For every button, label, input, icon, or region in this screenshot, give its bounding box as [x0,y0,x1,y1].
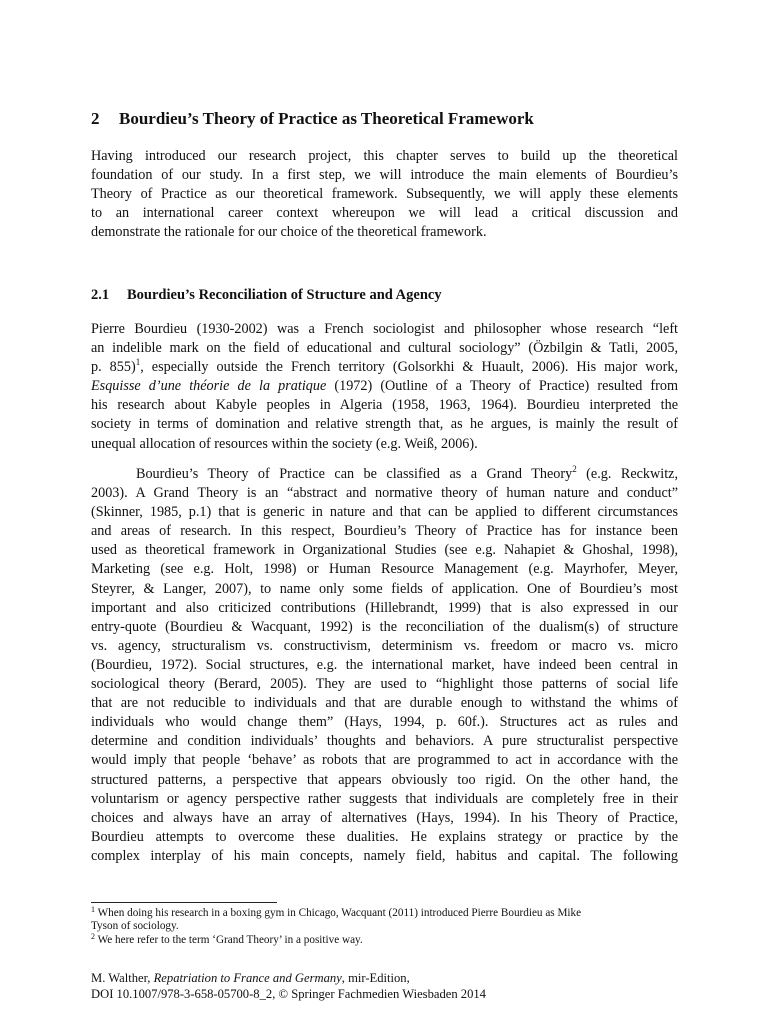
paragraph-line: Bourdieu attempts to overcome these dualities. He explains strategy or practice by the [91,828,678,845]
intro-line: demonstrate the rationale for our choice of the theoretical framework. [91,224,487,241]
text-run: , mir-Edition, [341,971,410,985]
text-run: (1972) (Outline of a Theory of Practice) resulted from [326,378,679,395]
paragraph-line: determine and condition individuals’ thoughts and behaviors. A pure structuralist perspective [91,733,678,750]
section-number: 2.1 [91,287,110,303]
paragraph-line: structured patterns, a perspective that appears obviously too rigid. On the other hand, the [91,771,678,788]
footnote-mark: 1 [91,905,95,914]
section-heading [91,285,678,305]
footnote-ref-1: 1 [135,357,141,368]
paragraph-line: that are not reducible to individuals and that are durable enough to withstand the whims of [91,695,678,712]
paragraph-line: choices and always have an array of alternatives (Hays, 1994). In his Theory of Practice, [91,809,678,826]
paragraph-line [91,465,678,484]
text-run: p. 855) [91,359,136,376]
intro-line: Theory of Practice as our theoretical framework. Subsequently, we will apply these elements [91,186,678,203]
intro-line: to an international career context whereupon we will lead a critical discussion and [91,205,678,222]
footnote-1-continued: Tyson of sociology. [91,920,179,933]
paragraph-line: individuals who would change them” (Hays, 1994, p. 60f.). Structures act as rules and [91,714,678,731]
paragraph-line: and areas of research. In this respect, Bourdieu’s Theory of Practice has for instance been [91,523,678,540]
footnote-mark: 2 [91,931,95,941]
book-title: Repatriation to France and Germany [153,971,342,985]
paragraph-line: vs. agency, structuralism vs. constructivism, determinism vs. freedom or macro vs. micro [91,637,678,654]
book-title: Esquisse d’une théorie de la pratique [91,378,327,395]
footnote-text: We here refer to the term ‘Grand Theory’ in a positive way. [95,933,363,946]
footnotes [91,907,678,947]
footnote-ref-2: 2 [572,464,577,474]
text-run: Bourdieu’s Theory of Practice can be classified as a Grand Theory [136,466,573,482]
footnote-2 [91,931,678,947]
paragraph-line: an indelible mark on the field of educational and cultural sociology” (Özbilgin & Tatli, 2005, [91,340,678,357]
paragraph-line: Pierre Bourdieu (1930-2002) was a French sociologist and philosopher whose research “left [91,321,678,337]
footnote-text: When doing his research in a boxing gym in Chicago, Wacquant (2011) introduced Pierre Bourdieu as Mike [95,907,582,919]
paragraph-2 [91,465,678,866]
publication-imprint [91,970,678,1002]
paragraph-line: would imply that people ‘behave’ as robots that are programmed to act in accordance with the [91,752,678,769]
paragraph-line: Steyrer, & Langer, 2007), to name only some fields of application. One of Bourdieu’s most [91,580,678,597]
paragraph-line: (Skinner, 1985, p.1) that is generic in nature and that can be applied to different circumstances [91,504,678,521]
paragraph-line [91,358,678,377]
footnote-1 [91,907,678,920]
chapter-heading [91,108,678,130]
paragraph-line [91,377,678,396]
paragraph-line: society in terms of domination and relative strength that, as he argues, is mainly the result of [91,416,678,433]
paragraph-line: entry-quote (Bourdieu & Wacquant, 1992) is the reconciliation of the dualism(s) of structure [91,618,678,635]
text-run: (e.g. Reckwitz, [576,466,678,482]
imprint-doi: DOI 10.1007/978-3-658-05700-8_2, © Springer Fachmedien Wiesbaden 2014 [91,987,486,1001]
paragraph-line: 2003). A Grand Theory is an “abstract and normative theory of human nature and conduct” [91,485,678,502]
intro-line: foundation of our study. In a first step, we will introduce the main elements of Bourdieu’s [91,167,678,184]
text-run: M. Walther, [91,971,154,985]
footnote-divider [91,902,277,903]
paragraph-1 [91,320,678,454]
paragraph-line: sociological theory (Berard, 2005). They are used to “highlight those patterns of social life [91,676,678,693]
imprint-citation [91,970,678,986]
paragraph-line: unequal allocation of resources within the society (e.g. Weiß, 2006). [91,435,478,452]
text-run: , especially outside the French territory (Golsorkhi & Huault, 2006). His major work, [140,359,678,376]
intro-line: Having introduced our research project, this chapter serves to build up the theoretical [91,148,678,164]
paragraph-line: Marketing (see e.g. Holt, 1998) or Human Resource Management (e.g. Mayrhofer, Meyer, [91,561,678,578]
paragraph-line: complex interplay of his main concepts, namely field, habitus and capital. The following [91,847,678,864]
chapter-number: 2 [91,109,100,128]
paragraph-line: (Bourdieu, 1972). Social structures, e.g. the international market, have indeed been central in [91,656,678,673]
chapter-title: Bourdieu’s Theory of Practice as Theoretical Framework [119,109,534,128]
paragraph-line: his research about Kabyle peoples in Algeria (1958, 1963, 1964). Bourdieu interpreted the [91,397,678,414]
paragraph-line: used as theoretical framework in Organizational Studies (see e.g. Nahapiet & Ghoshal, 1998), [91,542,678,559]
section-title: Bourdieu’s Reconciliation of Structure and Agency [127,287,442,303]
intro-paragraph [91,147,678,242]
paragraph-line: important and also criticized contributions (Hillebrandt, 1999) that is also expressed in our [91,599,678,616]
paragraph-line: voluntarism or agency perspective rather suggests that individuals are completely free in their [91,790,678,807]
